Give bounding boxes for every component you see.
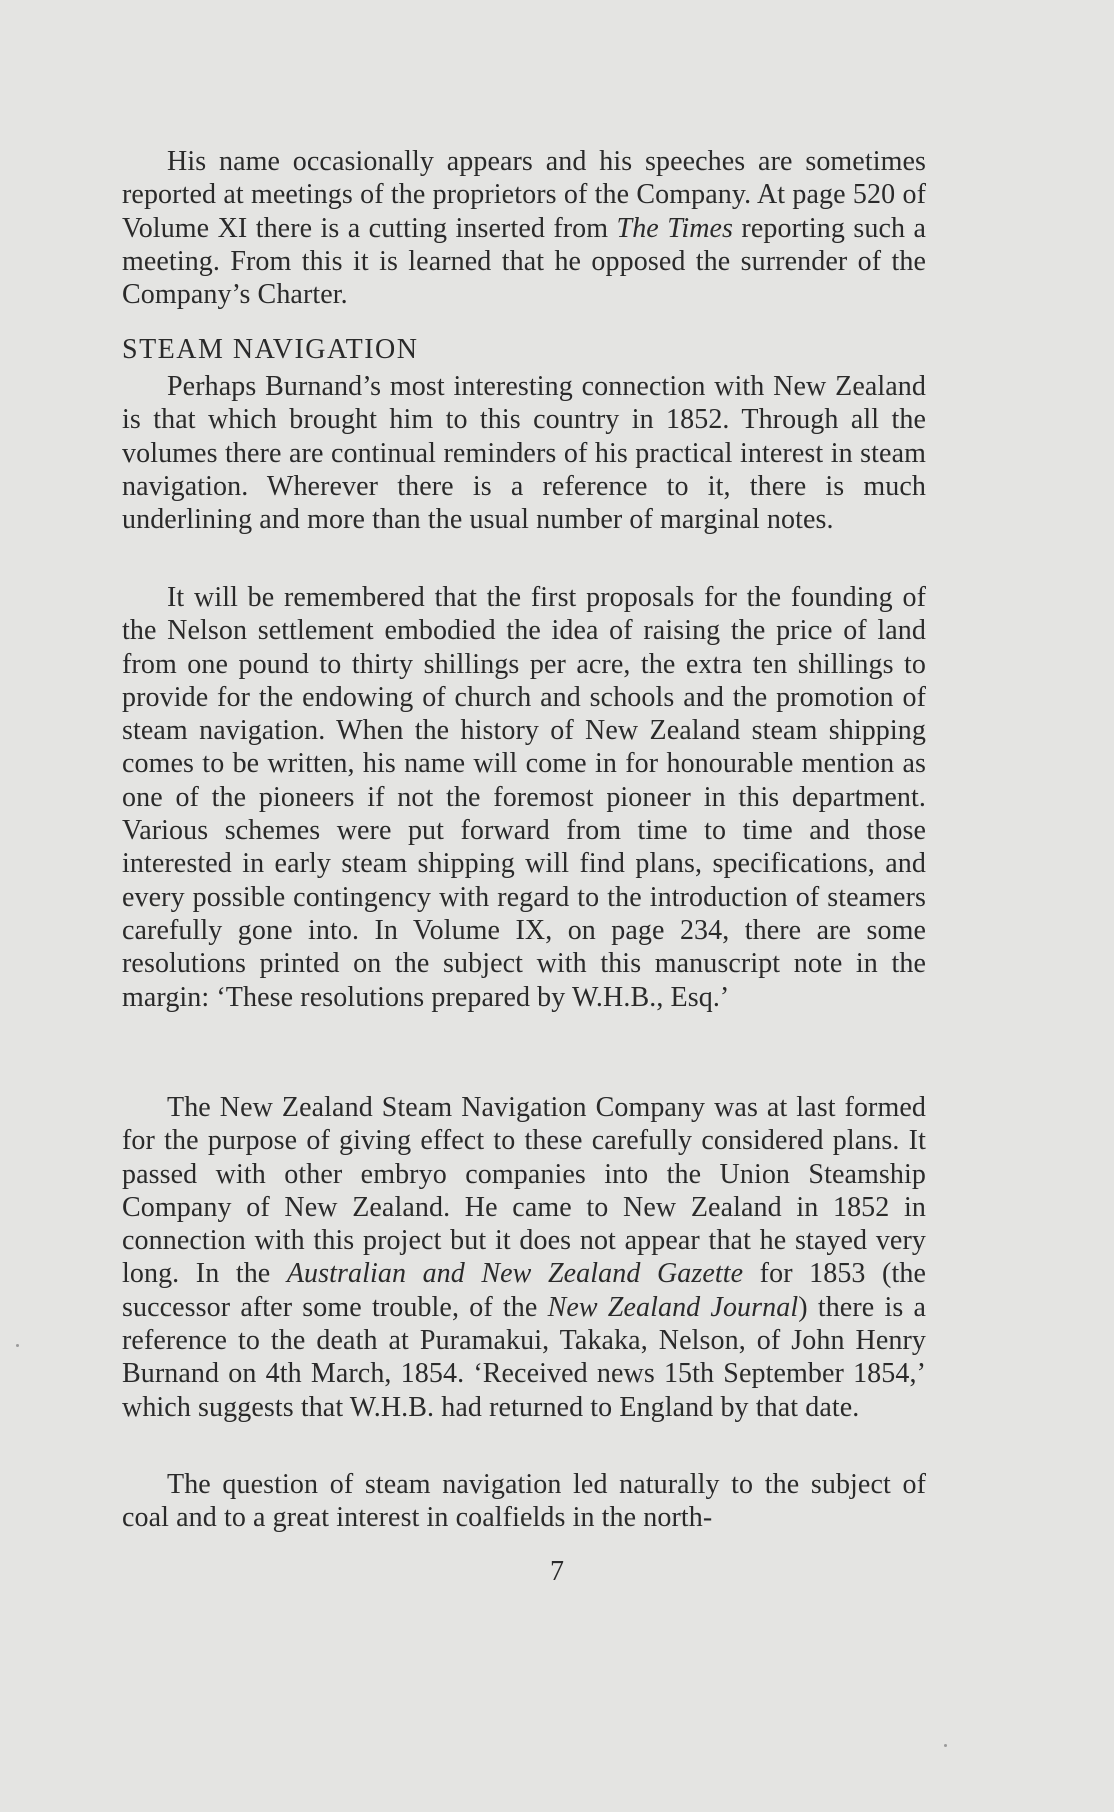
paragraph-4-part-1: The New Zealand Steam Navigation Company was at last formed for the purpose of giving effect to these carefully considered plans. It passed with other embryo companies into the Union Steamship Company of New Zealand. He came to New Zealand in 1852 in connection with this project but it does not appear that he stayed very long. In the	[122, 1092, 926, 1290]
newspaper-title: The Times	[616, 212, 734, 244]
gazette-title: Australian and New Zealand Gazette	[286, 1258, 744, 1290]
paragraph-4-part-2: for 1853 (the successor after some trouble, of the	[122, 1258, 926, 1323]
paragraph-1	[122, 145, 926, 311]
paragraph-5-text: The question of steam navigation led naturally to the subject of coal and to a great interest in coalfields in the north-	[122, 1469, 926, 1534]
paragraph-1-text	[122, 145, 926, 311]
paragraph-4-part-3: ) there is a reference to the death at Puramakui, Takaka, Nelson, of John Henry Burnand on 4th March, 1854. ‘Received news 15th September 1854,’ which suggests that W.H.B. had returned to England by that date.	[122, 1291, 927, 1423]
paragraph-2-text: Perhaps Burnand’s most interesting connection with New Zealand is that which brought him to this country in 1852. Through all the volumes there are continual reminders of his practical interest in steam navigation. Wherever there is a reference to it, there is much underlining and more than the usual number of marginal notes.	[122, 371, 926, 536]
paragraph-4-text	[122, 1091, 926, 1424]
paragraph-5	[122, 1468, 926, 1535]
paragraph-3	[122, 581, 926, 1014]
paragraph-2	[122, 370, 926, 536]
paragraph-1-text-start: His name occasionally appears and his speeches are sometimes reported at meetings of the proprietors of the Company. At page 520 of Volume XI there is a cutting inserted from	[122, 146, 926, 244]
paragraph-3-text: It will be remembered that the first proposals for the founding of the Nelson settlement embodied the idea of raising the price of land from one pound to thirty shillings per acre, the extra ten shillings to provide for the endowing of church and schools and the promotion of steam navigation. When the history of New Zealand steam shipping comes to be written, his name will come in for honourable mention as one of the pioneers if not the foremost pioneer in this department. Various schemes were put forward from time to time and those interested in early steam shipping will find plans, specifications, and every possible contingency with regard to the introduction of steamers carefully gone into. In Volume IX, on page 234, there are some resolutions printed on the subject with this manuscript note in the margin: ‘These resolutions prepared by W.H.B., Esq.’	[122, 582, 926, 1013]
paragraph-4	[122, 1091, 926, 1424]
paper-speck	[16, 1344, 19, 1347]
journal-title: New Zealand Journal	[547, 1291, 799, 1323]
paper-speck	[944, 1744, 947, 1747]
section-heading: STEAM NAVIGATION	[122, 334, 419, 365]
page-number: 7	[550, 1556, 564, 1587]
paragraph-1-text-end: reporting such a meeting. From this it is learned that he opposed the surrender of the Company’s Charter.	[122, 212, 926, 311]
